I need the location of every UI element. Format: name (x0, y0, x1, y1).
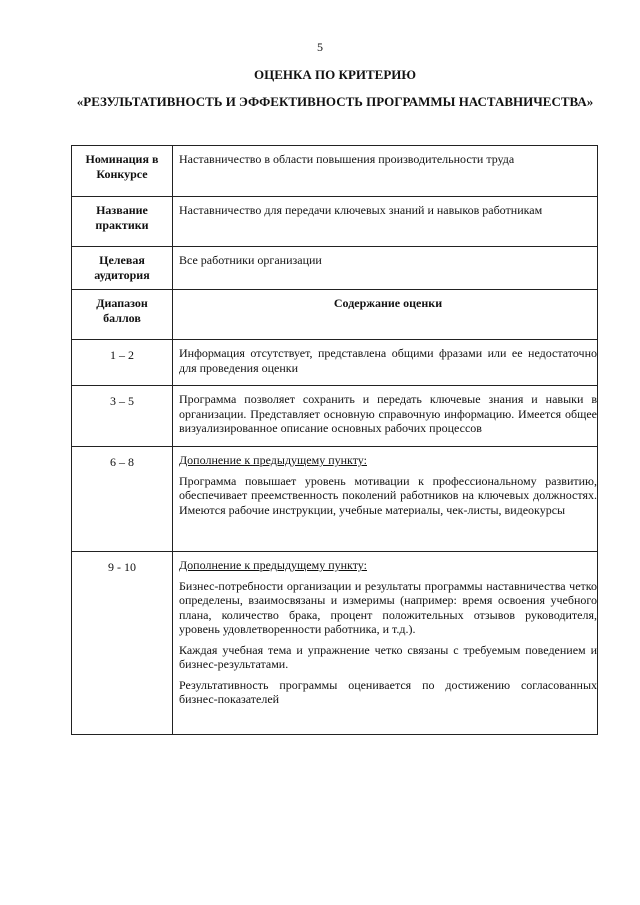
document-subtitle: «РЕЗУЛЬТАТИВНОСТЬ И ЭФФЕКТИВНОСТЬ ПРОГРАММЫ НАСТАВНИЧЕСТВА» (76, 94, 594, 109)
practice-label: Название практики (72, 197, 173, 247)
table-row (72, 386, 598, 447)
score-range: 6 – 8 (72, 447, 173, 552)
score-description: Информация отсутствует, представлена общими фразами или ее недостаточно для проведения оценки (173, 340, 598, 386)
addendum-label: Дополнение к предыдущему пункту: (179, 453, 367, 467)
score-range: 1 – 2 (72, 340, 173, 386)
table-row (72, 247, 598, 290)
score-description (173, 447, 598, 552)
audience-value: Все работники организации (173, 247, 598, 290)
description-text: Каждая учебная тема и упражнение четко связаны с требуемым поведением и бизнес-результатами. (179, 642, 597, 671)
range-label: Диапазон баллов (72, 290, 173, 340)
criteria-table (71, 145, 598, 735)
table-row (72, 340, 598, 386)
table-row (72, 290, 598, 340)
table-row (72, 447, 598, 552)
description-text: Результативность программы оценивается по достижению согласованных бизнес-показателей (179, 677, 597, 706)
table-row (72, 552, 598, 735)
content-heading: Содержание оценки (173, 290, 598, 340)
page-number: 5 (317, 40, 323, 54)
score-range: 9 - 10 (72, 552, 173, 735)
document-title: ОЦЕНКА ПО КРИТЕРИЮ (253, 67, 417, 82)
audience-label: Целевая аудитория (72, 247, 173, 290)
score-description (173, 552, 598, 735)
practice-value: Наставничество для передачи ключевых знаний и навыков работникам (173, 197, 598, 247)
description-text: Программа повышает уровень мотивации к профессиональному развитию, обеспечивает преемственность поколений работников на ключевых должностях. Имеются рабочие инструкции, учебные материалы, чек-листы, видеокурсы (179, 473, 597, 517)
addendum-label: Дополнение к предыдущему пункту: (179, 558, 367, 572)
description-text: Бизнес-потребности организации и результаты программы наставничества четко определены, взаимосвязаны и измеримы (например: время освоения учебного плана, количество брака, процент положительных отзывов руководителя, уровень удовлетворенности работника, и т.д.). (179, 578, 597, 636)
nomination-label: Номинация в Конкурсе (72, 146, 173, 197)
score-range: 3 – 5 (72, 386, 173, 447)
score-description: Программа позволяет сохранить и передать ключевые знания и навыки в организации. Представляет основную справочную информацию. Имеется общее визуализированное описание основных рабочих процессов (173, 386, 598, 447)
nomination-value: Наставничество в области повышения производительности труда (173, 146, 598, 197)
table-row (72, 146, 598, 197)
table-row (72, 197, 598, 247)
